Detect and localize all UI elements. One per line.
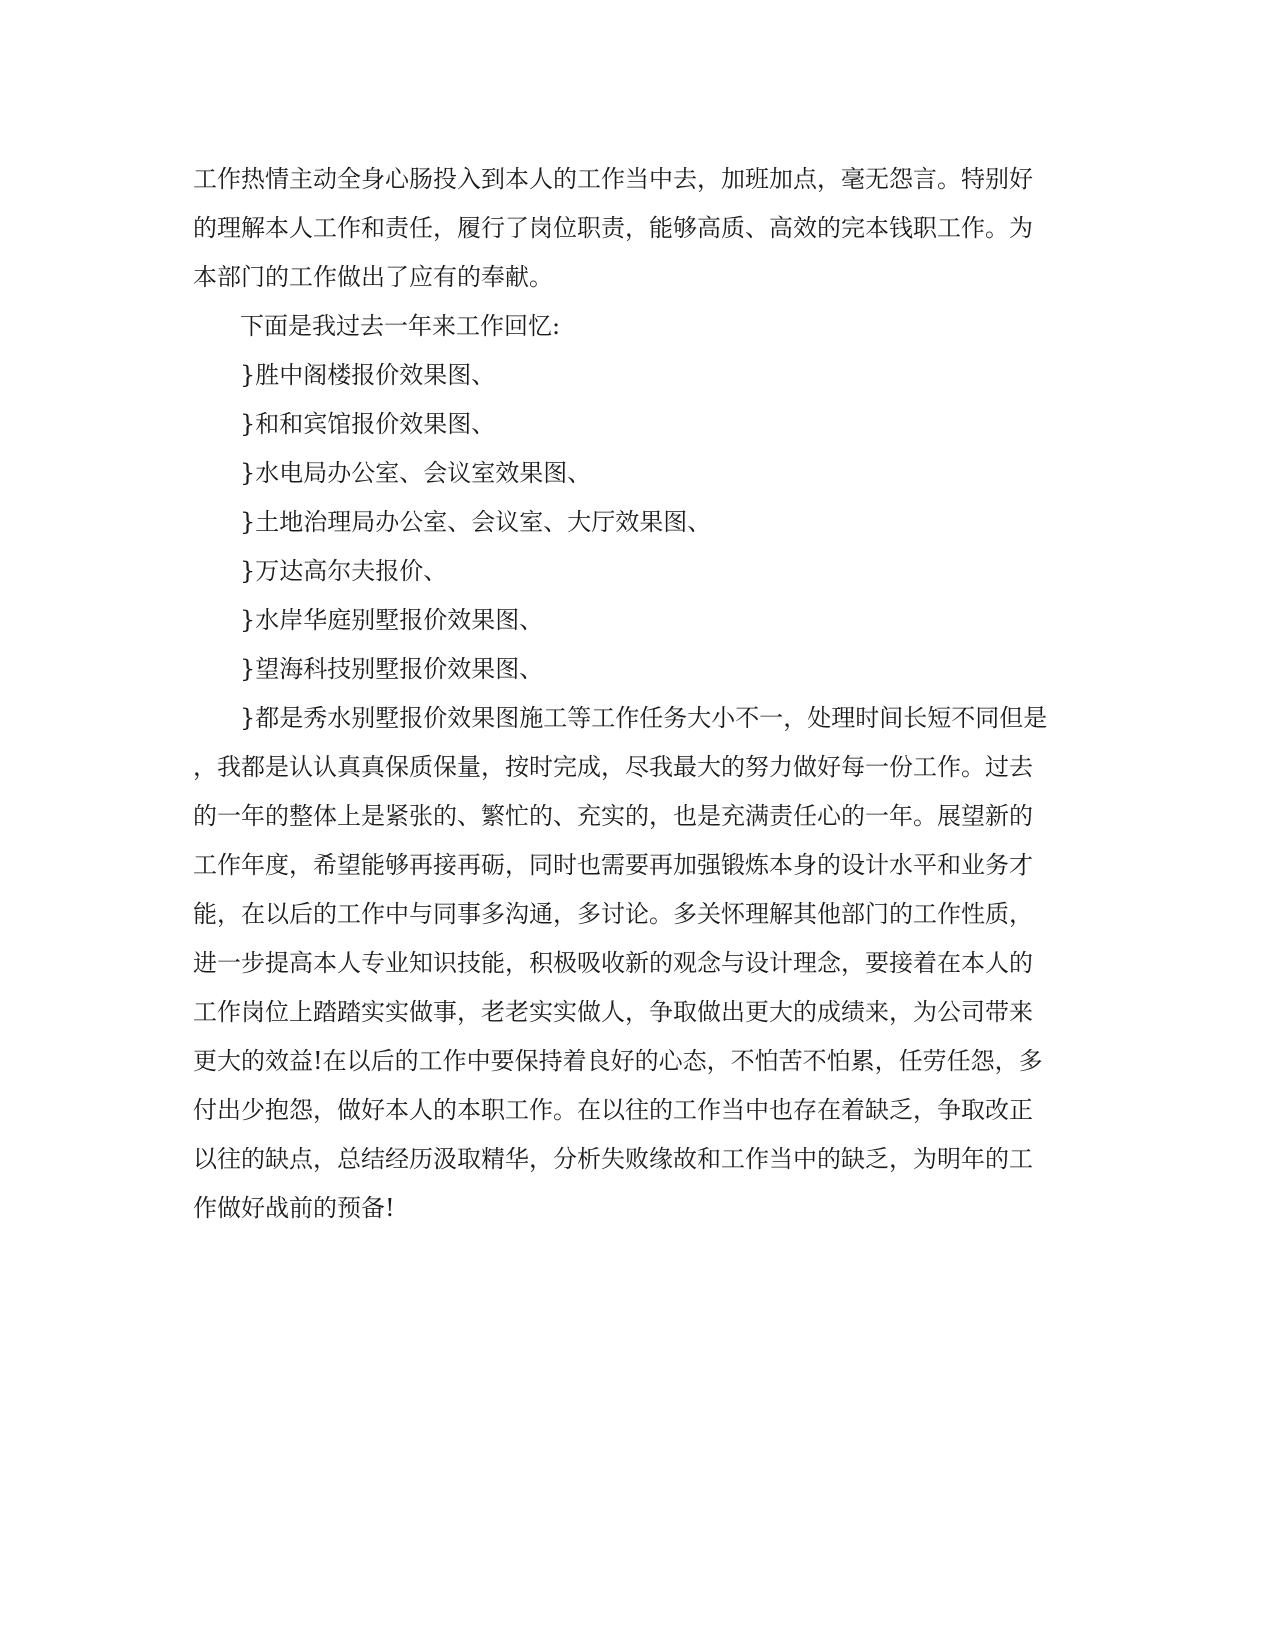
list-intro: 下面是我过去一年来工作回忆:: [240, 312, 561, 340]
text-line: 的一年的整体上是紧张的、繁忙的、充实的，也是充满责任心的一年。展望新的: [193, 802, 1033, 830]
list-item: }土地治理局办公室、会议室、大厅效果图、: [240, 508, 712, 536]
list-item: }水岸华庭别墅报价效果图、: [240, 606, 544, 634]
text-line: 作做好战前的预备!: [193, 1194, 395, 1222]
text-line: 工作年度，希望能够再接再砺，同时也需要再加强锻炼本身的设计水平和业务才: [193, 851, 1033, 879]
text-line: ，我都是认认真真保质保量，按时完成，尽我最大的努力做好每一份工作。过去: [193, 753, 1033, 781]
text-line: 付出少抱怨，做好本人的本职工作。在以往的工作当中也存在着缺乏，争取改正: [193, 1096, 1033, 1124]
list-item: }和和宾馆报价效果图、: [240, 410, 496, 438]
text-line: 能，在以后的工作中与同事多沟通，多讨论。多关怀理解其他部门的工作性质，: [193, 900, 1033, 928]
text-line: 进一步提高本人专业知识技能，积极吸收新的观念与设计理念，要接着在本人的: [193, 949, 1033, 977]
list-item: }万达高尔夫报价、: [240, 557, 448, 585]
list-item: }都是秀水别墅报价效果图施工等工作任务大小不一，处理时间长短不同但是: [240, 704, 1048, 732]
text-line: 以往的缺点，总结经历汲取精华，分析失败缘故和工作当中的缺乏，为明年的工: [193, 1145, 1033, 1173]
list-item: }胜中阁楼报价效果图、: [240, 361, 496, 389]
text-line: 更大的效益!在以后的工作中要保持着良好的心态，不怕苦不怕累，任劳任怨，多: [193, 1047, 1043, 1075]
text-line: 的理解本人工作和责任，履行了岗位职责，能够高质、高效的完本钱职工作。为: [193, 214, 1033, 242]
document-body: [193, 155, 1081, 1233]
list-item: }水电局办公室、会议室效果图、: [240, 459, 592, 487]
text-line: 工作岗位上踏踏实实做事，老老实实做人，争取做出更大的成绩来，为公司带来: [193, 998, 1033, 1026]
text-line: 本部门的工作做出了应有的奉献。: [193, 263, 553, 291]
list-item: }望海科技别墅报价效果图、: [240, 655, 544, 683]
text-line: 工作热情主动全身心肠投入到本人的工作当中去，加班加点，毫无怨言。特别好: [193, 165, 1033, 193]
